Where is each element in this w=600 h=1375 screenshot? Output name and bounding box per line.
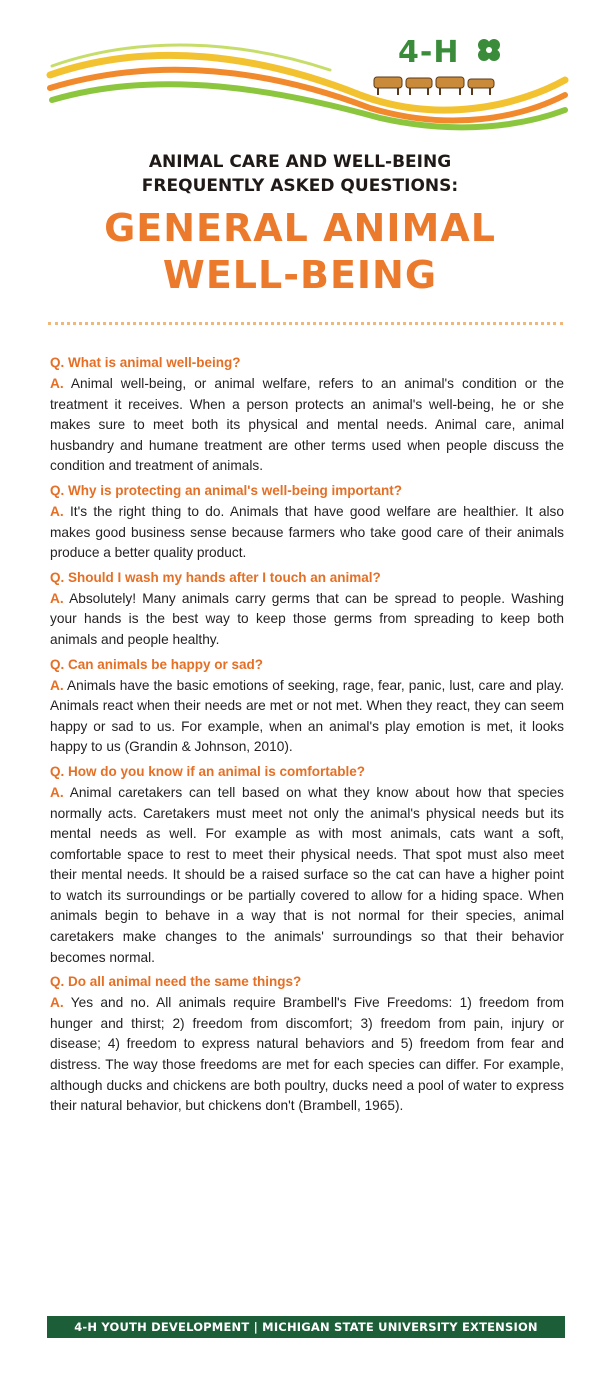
answer-marker: A.: [50, 784, 64, 800]
footer-banner: 4-H YOUTH DEVELOPMENT | MICHIGAN STATE UNIVERSITY EXTENSION: [47, 1316, 565, 1338]
faq-list: [50, 355, 564, 1123]
faq-answer: [50, 676, 564, 758]
faq-item: [50, 657, 564, 758]
faq-answer: [50, 993, 564, 1117]
faq-item: [50, 355, 564, 477]
faq-question: Q. How do you know if an animal is comfortable?: [50, 763, 366, 779]
faq-answer-text: It's the right thing to do. Animals that have good welfare are healthier. It also makes good business sense because farmers who take good care of their animals produce a better quality product.: [50, 503, 564, 561]
faq-answer: [50, 374, 564, 477]
page-title-line: WELL-BEING: [162, 253, 438, 297]
livestock-silhouettes-icon: [370, 71, 510, 97]
faq-answer-text: Animal well-being, or animal welfare, refers to an animal's condition or the treatment it receives. When a person protects an animal's well-being, he or she makes sure to meet both its physical and mental needs. Animal care, animal husbandry and humane treatment are other terms used when people discuss the condition and treatment of animals.: [50, 376, 564, 474]
faq-answer: [50, 783, 564, 968]
faq-question: Q. Why is protecting an animal's well-being important?: [50, 482, 402, 498]
faq-answer: [50, 502, 564, 564]
page-title: [0, 205, 600, 299]
faq-question: Q. What is animal well-being?: [50, 355, 241, 370]
series-heading-line: FREQUENTLY ASKED QUESTIONS:: [141, 176, 459, 196]
faq-answer-text: Animal caretakers can tell based on what they know about how that species normally acts. Caretakers must meet not only the animal's physical needs but its mental needs as well. For example as with most animals, cats want a soft, comfortable space to rest to meet their physical needs. That spot must also meet their mental needs. It should be a raised surface so the cat can have a higher point to watch its surroundings or be partially covered to allow for a hiding space. When animals begin to behave in a way that is not normal for their species, animal caretakers make changes to the animals' surroundings so that their behavior becomes normal.: [50, 784, 564, 965]
faq-question: Q. Should I wash my hands after I touch an animal?: [50, 569, 381, 585]
answer-marker: A.: [50, 995, 64, 1011]
faq-answer: [50, 589, 564, 651]
faq-question: Q. Do all animal need the same things?: [50, 974, 302, 990]
faq-item: [50, 974, 564, 1117]
answer-marker: A.: [50, 677, 64, 693]
faq-answer-text: Yes and no. All animals require Brambell's Five Freedoms: 1) freedom from hunger and thirst; 2) freedom from discomfort; 3) freedom from pain, injury or disease; 4) freedom to express natural behaviors and 5) freedom from fear and distress. The way those freedoms are met for each species can differ. For example, although ducks and chickens are both poultry, ducks need a pool of water to express their natural behavior, but chickens don't (Brambell, 1965).: [50, 995, 564, 1114]
faq-answer-text: Absolutely! Many animals carry germs that can be spread to people. Washing your hands is the best way to keep those germs from spreading to keep both animals and people healthy.: [50, 590, 564, 647]
series-heading-line: ANIMAL CARE AND WELL-BEING: [148, 152, 452, 172]
faq-item: [50, 483, 564, 564]
brand-logo: [398, 35, 578, 105]
series-heading: [0, 150, 600, 198]
faq-answer-text: Animals have the basic emotions of seeking, rage, fear, panic, lust, care and play. Animals react when their needs are met or not met. When they react, they can seem happy or sad to us. For example, when an animal's play emotion is met, it looks happy to us (Grandin & Johnson, 2010).: [50, 677, 564, 755]
faq-item: [50, 764, 564, 968]
clover-icon: [476, 37, 502, 63]
answer-marker: A.: [50, 503, 64, 519]
answer-marker: A.: [50, 376, 64, 391]
answer-marker: A.: [50, 590, 64, 606]
faq-item: [50, 570, 564, 651]
brand-name: 4-H: [398, 35, 460, 70]
dotted-divider: [48, 322, 563, 325]
faq-question: Q. Can animals be happy or sad?: [50, 656, 264, 672]
page-title-line: GENERAL ANIMAL: [104, 206, 496, 250]
